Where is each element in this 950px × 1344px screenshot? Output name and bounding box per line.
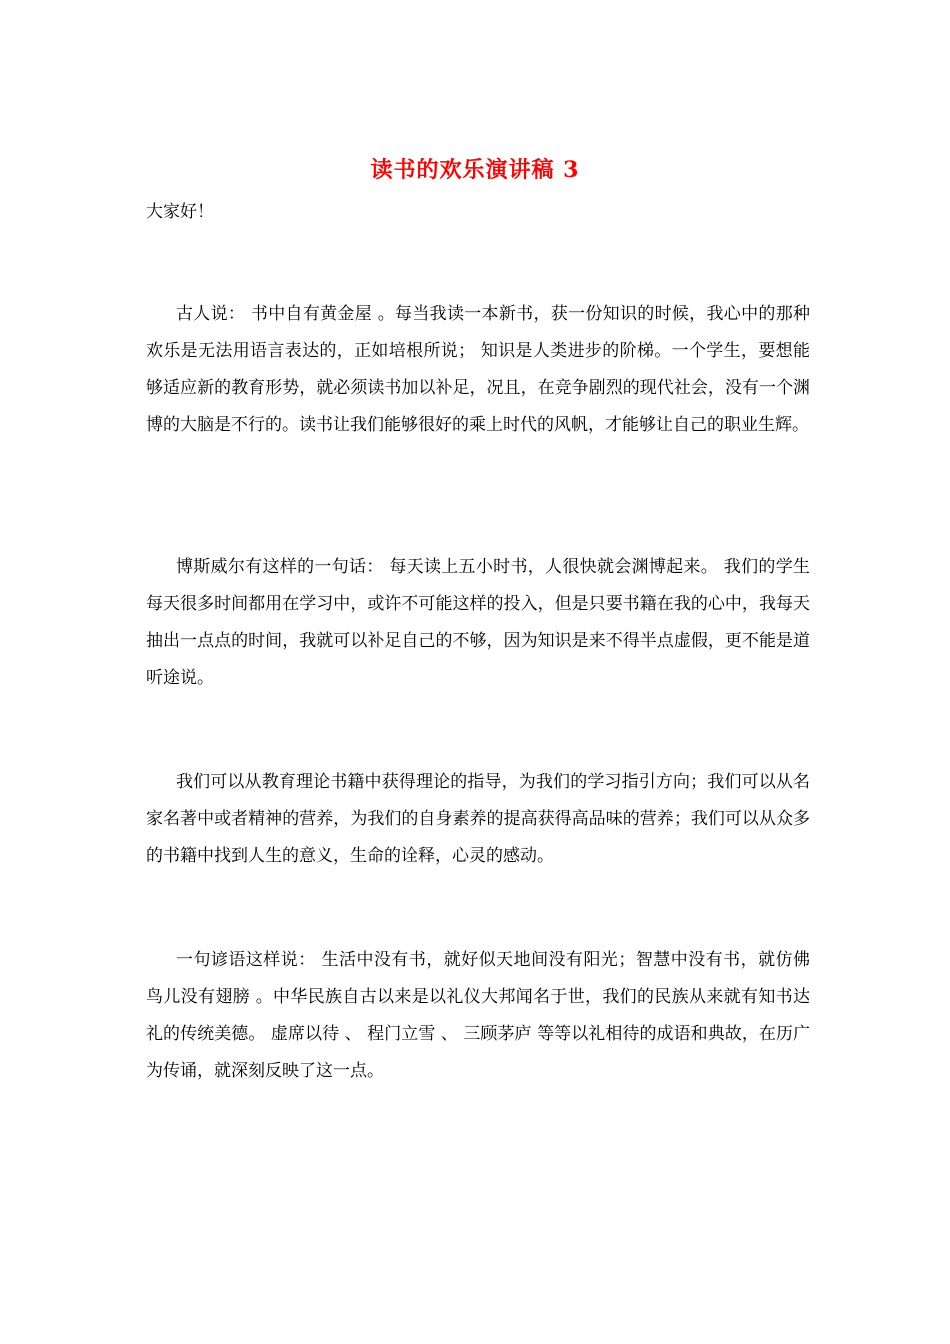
document-title: 读书的欢乐演讲稿 3 [370, 157, 580, 183]
paragraph-2: 博斯威尔有这样的一句话： 每天读上五小时书，人很快就会渊博起来。 我们的学生每天很多时间都用在学习中，或许不可能这样的投入，但是只要书籍在我的心中，我每天抽出一点点的时间，我就可以补足自己的不够，因为知识是来不得半点虚假，更不能是道听途说。 [146, 557, 810, 688]
paragraph-1: 古人说： 书中自有黄金屋 。每当我读一本新书，获一份知识的时候，我心中的那种欢乐是无法用语言表达的，正如培根所说； 知识是人类进步的阶梯。一个学生，要想能够适应新的教育形势，就必须读书加以补足，况且，在竞争剧烈的现代社会，没有一个渊博的大脑是不行的。读书让我们能够很好的乘上时代的风帆，才能够让自己的职业生辉。 [146, 304, 810, 435]
paragraph-4: 一句谚语这样说： 生活中没有书，就好似天地间没有阳光；智慧中没有书，就仿佛鸟儿没有翅膀 。中华民族自古以来是以礼仪大邦闻名于世，我们的民族从来就有知书达礼的传统美德。 虚席以待 、 程门立雪 、 三顾茅庐 等等以礼相待的成语和典故，在历广为传诵，就深刻反映了这一点。 [146, 950, 810, 1081]
greeting-text: 大家好！ [146, 202, 214, 222]
paragraph-3: 我们可以从教育理论书籍中获得理论的指导，为我们的学习指引方向；我们可以从名家名著中或者精神的营养，为我们的自身素养的提高获得高品味的营养；我们可以从众多的书籍中找到人生的意义，生命的诠释，心灵的感动。 [146, 772, 810, 866]
